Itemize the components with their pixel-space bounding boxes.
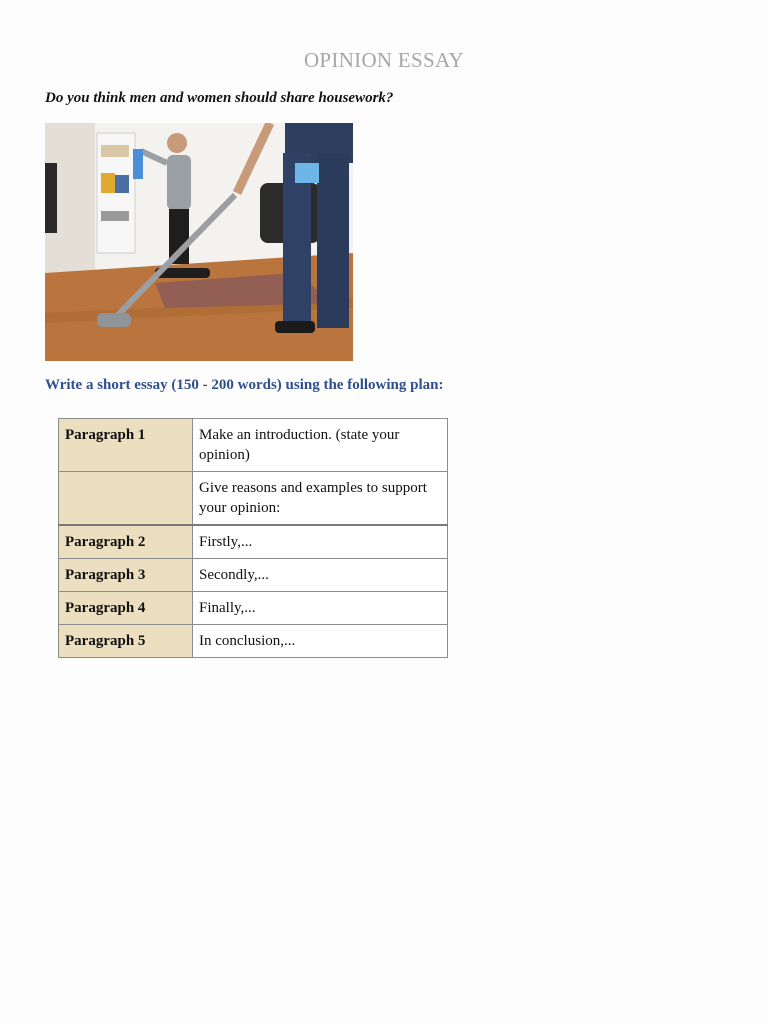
row-text: Secondly,...	[193, 559, 448, 592]
row-text: Make an introduction. (state your opinion)	[193, 419, 448, 472]
table-row	[59, 525, 448, 559]
row-label: Paragraph 5	[59, 625, 193, 658]
row-label: Paragraph 1	[59, 419, 193, 472]
row-text: In conclusion,...	[193, 625, 448, 658]
housework-photo	[45, 123, 353, 361]
table-row	[59, 592, 448, 625]
table-row	[59, 559, 448, 592]
page-title: OPINION ESSAY	[303, 48, 465, 72]
essay-question: Do you think men and women should share housework?	[45, 90, 394, 106]
row-label	[59, 472, 193, 526]
essay-plan-table	[58, 418, 448, 658]
row-text: Give reasons and examples to support your opinion:	[193, 472, 448, 526]
row-label: Paragraph 3	[59, 559, 193, 592]
table-row	[59, 625, 448, 658]
row-label: Paragraph 4	[59, 592, 193, 625]
table-row	[59, 419, 448, 472]
row-label: Paragraph 2	[59, 525, 193, 559]
row-text: Firstly,...	[193, 525, 448, 559]
housework-photo-icon	[45, 123, 353, 361]
row-text: Finally,...	[193, 592, 448, 625]
table-row	[59, 472, 448, 526]
essay-instruction: Write a short essay (150 - 200 words) using the following plan:	[45, 377, 444, 393]
